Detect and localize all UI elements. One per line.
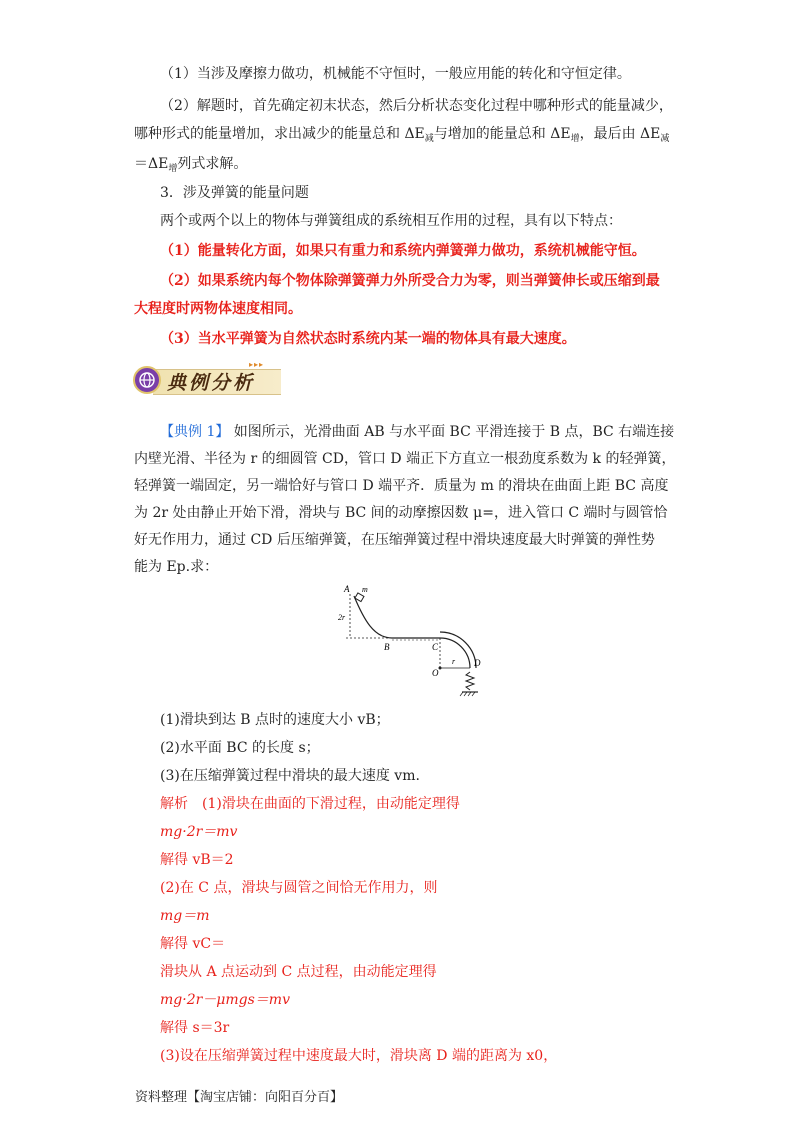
globe-icon [133, 366, 161, 394]
banner-dots: ▸▸▸ [249, 360, 265, 369]
solution-6: 解得 vC＝ [160, 936, 226, 952]
text-fragment: 列式求解。 [177, 156, 248, 172]
subscript: 增 [168, 164, 178, 174]
spring [466, 672, 474, 690]
subscript: 减 [424, 134, 434, 144]
text-fragment: ＝ΔE [134, 156, 169, 172]
example-line3: 轻弹簧一端固定，另一端恰好与管口 D 端平齐．质量为 m 的滑块在曲面上距 BC 高度 [134, 478, 669, 494]
label-O: O [432, 668, 439, 678]
label-m: m [362, 585, 368, 594]
question-1: (1)滑块到达 B 点时的速度大小 vB； [160, 712, 390, 728]
paragraph-solve-line3 [134, 154, 247, 179]
text-fragment: ，最后由 ΔE [579, 126, 661, 142]
solution-4: (2)在 C 点，滑块与圆管之间恰无作用力，则 [160, 880, 438, 896]
curved-surface [354, 596, 392, 638]
paragraph-solve-line2 [134, 124, 669, 149]
page-footer: 资料整理【淘宝店铺：向阳百分百】 [135, 1090, 344, 1105]
question-3: (3)在压缩弹簧过程中滑块的最大速度 vm. [160, 768, 420, 784]
example-analysis-banner [133, 360, 283, 400]
label-C: C [432, 642, 439, 652]
point-1: （1）能量转化方面，如果只有重力和系统内弹簧弹力做功，系统机械能守恒。 [160, 243, 646, 259]
label-r: r [452, 657, 456, 666]
solution-1: 解析 (1)滑块在曲面的下滑过程，由动能定理得 [160, 796, 460, 812]
example-line6: 能为 Ep.求： [134, 559, 219, 575]
solution-9: 解得 s＝3r [160, 1020, 230, 1036]
example-line4: 为 2r 处由静止开始下滑，滑块与 BC 间的动摩擦因数 μ=，进入管口 C 端时与圆管恰 [134, 505, 668, 521]
solution-10: (3)设在压缩弹簧过程中速度最大时，滑块离 D 端的距离为 x0， [160, 1048, 558, 1064]
solution-3: 解得 vB＝2 [160, 852, 234, 868]
subscript: 增 [570, 134, 580, 144]
paragraph-friction: （1）当涉及摩擦力做功，机械能不守恒时，一般应用能的转化和守恒定律。 [160, 66, 631, 82]
subscript: 减 [660, 134, 670, 144]
label-D: D [474, 658, 481, 668]
solution-5: mg＝m [160, 908, 210, 924]
solution-2: mg·2r＝mv [160, 824, 238, 840]
label-2r: 2r [338, 613, 346, 622]
text-fragment: 哪种形式的能量增加，求出减少的能量总和 ΔE [134, 126, 425, 142]
label-B: B [384, 642, 390, 652]
example-line2: 内壁光滑、半径为 r 的细圆管 CD，管口 D 端正下方直立一根劲度系数为 k 的轻弹簧， [134, 451, 676, 467]
point-2-line2: 大程度时两物体速度相同。 [134, 301, 302, 317]
text-fragment: 如图所示，光滑曲面 AB 与水平面 BC 平滑连接于 B 点，BC 右端连接 [229, 424, 675, 440]
solution-7: 滑块从 A 点运动到 C 点过程，由动能定理得 [160, 964, 437, 980]
tube-inner [440, 632, 476, 668]
physics-figure [336, 580, 496, 698]
section-heading: 3．涉及弹簧的能量问题 [160, 185, 309, 201]
example-line1 [160, 422, 674, 442]
paragraph-solve-line1: （2）解题时，首先确定初末状态，然后分析状态变化过程中哪种形式的能量减少， [160, 98, 673, 114]
question-2: (2)水平面 BC 的长度 s； [160, 740, 320, 756]
example-tag: 【典例 1】 [160, 424, 230, 440]
point-3: （3）当水平弹簧为自然状态时系统内某一端的物体具有最大速度。 [160, 331, 576, 347]
banner-title: 典例分析 [167, 372, 256, 394]
section-intro: 两个或两个以上的物体与弹簧组成的系统相互作用的过程，具有以下特点： [160, 213, 622, 229]
text-fragment: 与增加的能量总和 ΔE [433, 126, 571, 142]
example-line5: 好无作用力，通过 CD 后压缩弹簧，在压缩弹簧过程中滑块速度最大时弹簧的弹性势 [134, 532, 655, 548]
point-2-line1: （2）如果系统内每个物体除弹簧弹力外所受合力为零，则当弹簧伸长或压缩到最 [160, 273, 660, 289]
solution-8: mg·2r－μmgs＝mv [160, 992, 290, 1008]
label-A: A [344, 584, 350, 594]
